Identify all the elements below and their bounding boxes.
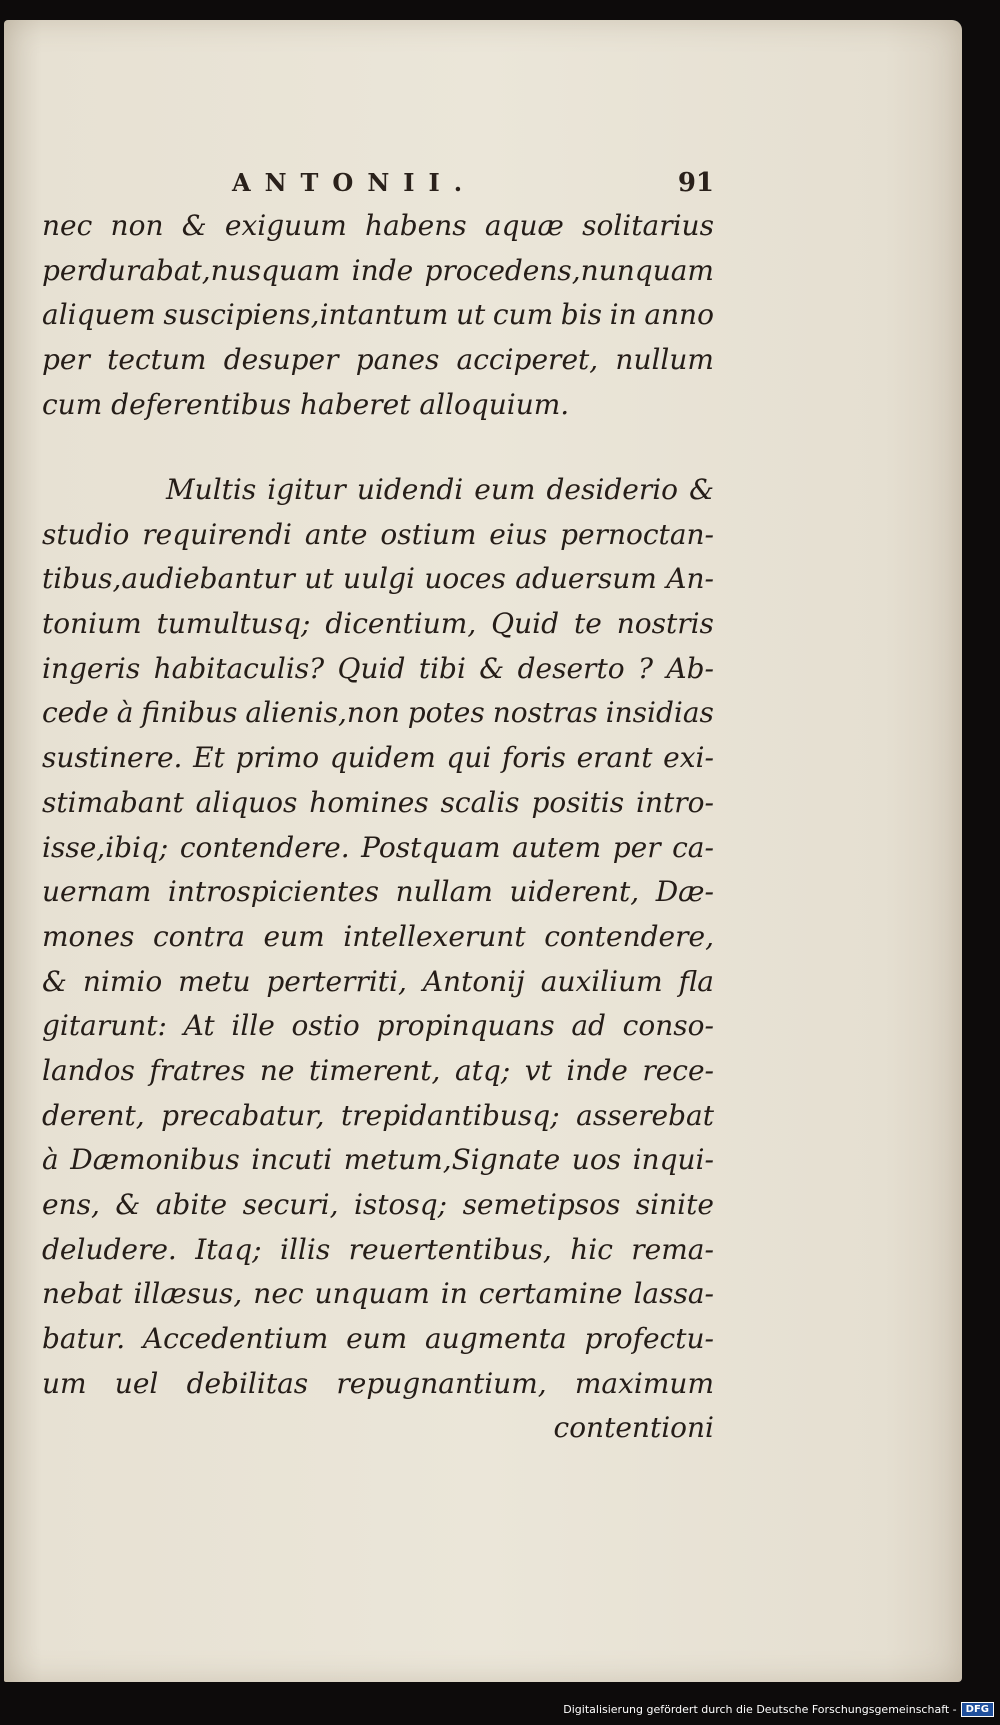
text-line: um uel debilitas repugnantium, maximum — [42, 1366, 714, 1400]
text-line: nec non & exiguum habens aquæ solitarius — [42, 209, 714, 242]
footer-text: Digitalisierung gefördert durch die Deutsche Forschungsgemeinschaft - — [563, 1703, 957, 1716]
text-line: & nimio metu perterriti, Antonij auxilium fla — [42, 964, 714, 998]
text-line: derent, precabatur, trepidantibusq; asserebat — [42, 1098, 714, 1132]
text-line: perdurabat,nusquam inde procedens,nunquam — [42, 253, 714, 287]
page-header — [44, 168, 714, 208]
text-line: uernam introspicientes nullam uiderent, Dæ- — [42, 875, 714, 909]
text-line: landos fratres ne timerent, atq; vt inde rece- — [42, 1053, 714, 1087]
text-line: aliquem suscipiens,intantum ut cum bis in anno — [42, 298, 714, 332]
paragraph-1 — [42, 204, 714, 427]
text-line: stimabant aliquos homines scalis positis intro- — [42, 785, 714, 819]
text-line: ingeris habitaculis? Quid tibi & deserto ? Ab- — [42, 651, 714, 685]
text-line: mones contra eum intellexerunt contendere, — [42, 919, 714, 953]
text-line: tonium tumultusq; dicentium, Quid te nostris — [42, 607, 714, 641]
page-number: 91 — [677, 168, 714, 198]
text-line: per tectum desuper panes acciperet, nullum — [42, 343, 714, 377]
text-line: tibus,audiebantur ut uulgi uoces aduersum An- — [42, 562, 714, 596]
dfg-logo: DFG — [961, 1702, 994, 1717]
paragraph-2 — [42, 468, 714, 1451]
catchword: contentioni — [553, 1411, 714, 1445]
text-line: nebat illæsus, nec unquam in certamine lassa- — [42, 1277, 714, 1311]
text-line: gitarunt: At ille ostio propinquans ad conso- — [42, 1009, 714, 1043]
running-head: ANTONII. — [232, 168, 477, 197]
text-line: isse,ibiq; contendere. Postquam autem per ca- — [42, 830, 714, 864]
text-line: ens, & abite securi, istosq; semetipsos sinite — [42, 1188, 714, 1221]
digitization-footer — [563, 1702, 994, 1717]
text-line: cede à finibus alienis,non potes nostras insidias — [42, 696, 714, 730]
text-line: cum deferentibus haberet alloquium. — [42, 387, 570, 421]
text-line: sustinere. Et primo quidem qui foris erant exi- — [42, 741, 714, 775]
text-line: Multis igitur uidendi eum desiderio & — [166, 473, 714, 506]
text-line: à Dæmonibus incuti metum,Signate uos inqui- — [42, 1143, 714, 1177]
book-page — [4, 20, 962, 1682]
text-line: deludere. Itaq; illis reuertentibus, hic rema- — [42, 1232, 714, 1266]
text-line: studio requirendi ante ostium eius pernoctan- — [42, 517, 714, 551]
text-line: batur. Accedentium eum augmenta profectu- — [42, 1322, 714, 1356]
